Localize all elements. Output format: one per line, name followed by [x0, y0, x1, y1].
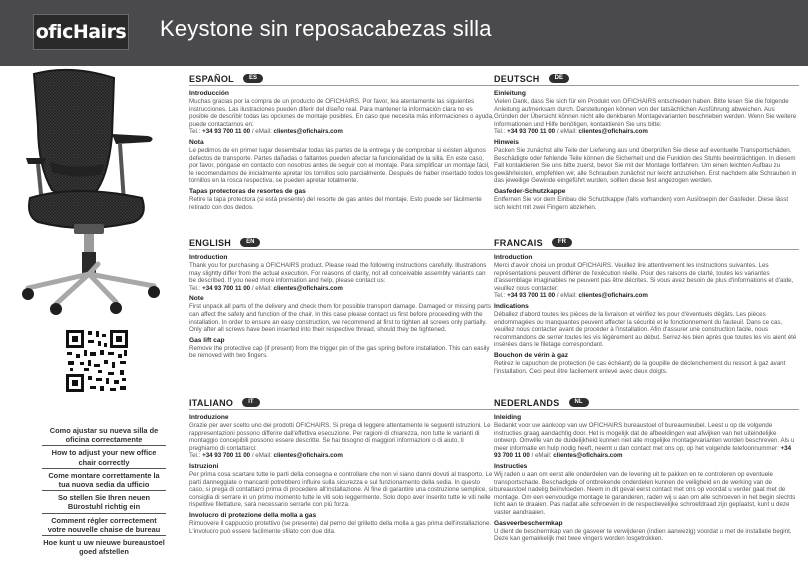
chair-illustration [16, 66, 166, 316]
phone-number[interactable]: +34 93 700 11 00 [202, 128, 251, 136]
section-title: ENGLISH [189, 237, 232, 248]
tel-label: Tel.: [189, 452, 201, 460]
gas-text: Retire la tapa protectora (si está presente) del resorte de gas antes del montaje. Esto puede ser fácilmente retirado con dos dedos. [189, 195, 482, 211]
section-heading [189, 236, 494, 250]
gas-heading: Gasveerbeschermkap [494, 519, 563, 527]
gas-heading: Bouchon de vérin à gaz [494, 351, 569, 359]
qr-code-icon[interactable] [64, 328, 130, 394]
note-heading: Nota [189, 138, 204, 146]
brand-logo: oficHairs [33, 14, 129, 50]
language-badge: DE [549, 74, 569, 83]
email-link[interactable]: clientes@ofichairs.com [578, 292, 648, 300]
gas-heading: Tapas protectoras de resortes de gas [189, 187, 306, 195]
phone-number[interactable]: +34 93 700 11 00 [202, 452, 251, 460]
note-heading: Hinweis [494, 138, 519, 146]
gas-text: Retirez le capuchon de protection (le cas échéant) de la goupille de déclenchement du ressort à gaz avant l'installation. Ceci peut être facilement enlevé avec deux doigts. [494, 359, 786, 375]
section-nl [494, 396, 799, 543]
email-label: / eMail: [556, 128, 577, 136]
email-label: / eMail: [251, 452, 272, 460]
language-badge: IT [242, 398, 259, 407]
header-bar [0, 0, 808, 66]
tel-label: Tel.: [189, 128, 201, 136]
tel-label: Tel.: [494, 128, 506, 136]
note-text: Per prima cosa scartare tutte le parti della consegna e controllare che non vi siano danni dovuti al trasporto. Le parti danneggiate o mancanti potrebbero influire sulla sicurezza e sul funzionamento della sedia. In questo caso, si prega di contattarci prima di procedere all'installazione. Al fine di garantire una costruzione semplice, si consiglia di serrare in un primo momento tutte le viti solo leggermente. Solo dopo aver inserito tutte le viti nelle rispettive filettature, sarà necessario serrarle con più forza. [189, 470, 494, 509]
intro-text: Vielen Dank, dass Sie sich für ein Produkt von OFICHAIRS entschieden haben. Bitte lesen Sie die folgende Anleitung aufmerksam durch. Darstellungen können von der tatsächlichen Ausführung abweichen. Aus Gründen der Übersicht können nicht alle denkbaren Montagevarianten beschrieben werden. Wenn Sie weitere Informationen und Hilfe benötigen, kontaktieren Sie uns bitte: Tel.: +34 93 700 11 00 / eMail: clientes@ofichairs.com [494, 98, 797, 136]
gas-text: Rimuovere il cappuccio protettivo (se presente) dal perno del grilletto della molla a gas prima dell'installazione. L'involucro può essere facilmente sfilato con due dita. [189, 519, 492, 535]
gas-text: U dient de beschermkap van de gasveer te verwijderen (indien aanwezig) voordat u met de installatie begint. Deze kan gemakkelijk met twee vingers worden losgetrokken. [494, 527, 792, 543]
note-text: Wij raden u aan om eerst alle onderdelen van de levering uit te pakken en te controleren op eventuele transportschade. Beschadigde of ontbrekende onderdelen kunnen de veiligheid en de werking van de bureaustoel nadelig beïnvloeden. Neem in dit geval eerst contact met ons op voordat u verder gaat met de montage. Om een eenvoudige montage te garanderen, raden wij u aan om alle schroeven in het begin slechts licht aan te draaien. Pas nadat alle schroeven in de respectievelijke schroefdraad zijn geplaatst, kunt u deze vaster aandraaien. [494, 470, 796, 516]
section-en [189, 236, 494, 360]
note-heading: Indications [494, 302, 529, 310]
phone-number[interactable]: +34 93 700 11 00 [507, 128, 556, 136]
gas-text: Remove the protective cap (if present) from the trigger pin of the gas spring before installation. This can easily be removed with two fingers. [189, 344, 490, 360]
section-title: NEDERLANDS [494, 397, 560, 408]
note-text: Packen Sie zunächst alle Teile der Lieferung aus und überprüfen Sie diese auf eventuelle Transportschäden. Beschädigte oder fehlende Teile können die Sicherheit und die Funktion des Stuhls beeinträchtigen. In diesem Fall kontaktieren Sie uns bitte zuerst, bevor Sie mit der Montage fortfahren. Um einen leichten Aufbau zu gewährleisten, empfehlen wir, alle Schrauben zunächst nur leicht anzuziehen. Erst nachdem alle Schrauben in das jeweilige Gewinde eingeführt wurden, sollten diese fest angezogen werden. [494, 146, 797, 185]
gas-heading: Involucro di protezione della molla a gas [189, 511, 317, 519]
section-title: FRANCAIS [494, 237, 543, 248]
adjustment-notes [42, 424, 166, 557]
note-fr[interactable]: Comment régler correctement votre nouvelle chaise de bureau [42, 513, 166, 535]
email-link[interactable]: clientes@ofichairs.com [553, 452, 623, 460]
note-heading: Note [189, 295, 204, 303]
note-text: Déballez d'abord toutes les pièces de la livraison et vérifiez les pour d'éventuels dégâts. Les pièces endommagées ou manquantes peuvent affecter la sécurité et le fonctionnement du fauteuil. Dans ce cas, veuillez nous contacter avant de procéder à l'installation. Afin d'assurer une construction facile, nous recommandons de serrer toutes les vis légèrement au début. Serrez-les bien après que toutes les vis aient été insérées dans le filetage correspondant. [494, 310, 797, 349]
note-text: First unpack all parts of the delivery and check them for possible transport damage. Damaged or missing parts can affect the safety and function of the chair. In this case please contact us first before proceeding with the installation. In order to ensure an easy construction, we recommend at first to tighten all screws only partially. Only after all screws have been inserted into their respective thread, should they be tightened. [189, 303, 491, 334]
language-badge: FR [552, 238, 572, 247]
phone-number[interactable]: +34 93 700 11 00 [202, 284, 251, 292]
note-heading: Instructies [494, 462, 528, 470]
phone-number[interactable]: +34 93 700 11 00 [507, 292, 556, 300]
tel-label: Tel.: [494, 292, 506, 300]
gas-text: Entfernen Sie vor dem Einbau die Schutzkappe (falls vorhanden) vom Auslösepin der Gasfeder. Diese lässt sich leicht mit zwei Fingern abziehen. [494, 195, 789, 211]
note-nl[interactable]: Hoe kunt u uw nieuwe bureaustoel goed afstellen [42, 535, 166, 557]
section-heading [494, 236, 799, 250]
email-label: / eMail: [556, 292, 577, 300]
email-link[interactable]: clientes@ofichairs.com [273, 284, 343, 292]
language-badge: ES [243, 74, 263, 83]
section-it [189, 396, 494, 535]
intro-heading: Introduction [494, 254, 533, 261]
intro-text: Grazie per aver scelto uno dei prodotti OFICHAIRS. Si prega di leggere attentamente le seguenti istruzioni. Le rappresentazioni possono differire dall'effettiva esecuzione. Per ragioni di chiarezza, non tutte le varianti di montaggio concepibili possono essere descritte. Se hai bisogno di maggiori informazioni o di aiuto, ti preghiamo di contattarci: Tel.: +34 93 700 11 00 / eMail: clientes@ofichairs.com [189, 422, 491, 460]
email-link[interactable]: clientes@ofichairs.com [578, 128, 648, 136]
email-link[interactable]: clientes@ofichairs.com [273, 452, 343, 460]
section-de [494, 72, 799, 211]
section-title: DEUTSCH [494, 73, 540, 84]
note-en[interactable]: How to adjust your new office chair correctly [42, 445, 166, 467]
section-es [189, 72, 494, 211]
email-link[interactable]: clientes@ofichairs.com [273, 128, 343, 136]
email-label: / eMail: [531, 452, 552, 460]
section-heading [189, 72, 494, 86]
section-heading [494, 72, 799, 86]
intro-text: Muchas gracias por la compra de un producto de OFICHAIRS. Por favor, lea atentamente las siguientes instrucciones. Las ilustraciones pueden diferir del diseño real. Para mantener la información clara no es posible de describir todas las opciones de montaje posibles. En caso que necesita más informaciones o ayuda, puede contactarnos en: Tel.: +34 93 700 11 00 / eMail: clientes@ofichairs.com [189, 98, 494, 136]
phone-number[interactable]: +34 93 700 11 00 [494, 444, 792, 460]
tel-label: Tel.: [189, 284, 201, 292]
section-fr [494, 236, 799, 375]
note-text: Le pedimos de en primer lugar desembalar todas las partes de la entrega y de comprobar si existen algunos defectos de transporte. Partes dañadas o faltantes pueden afectar la funcionalidad de la silla. En este caso, por favor, póngase en contacto con nosotros antes de seguir con el montaje. Para simplificar un montaje fácil, le recomendamos de inicialmente apretar los tornillos solo parcialmente. Después de haber insertado todos los tornillos en la rosca respectiva, se pueden apretar totalmente. [189, 146, 494, 185]
intro-text: Thank you for purchasing a OFICHAIRS product. Please read the following instructions carefully. Illustrations may slightly differ from the actual execution. For reasons of clarity, not all conceivable assembly variants can be described. If you need more information and help, please contact us: Tel.: +34 93 700 11 00 / eMail: clientes@ofichairs.com [189, 262, 487, 292]
gas-heading: Gas lift cap [189, 336, 225, 344]
intro-heading: Introducción [189, 90, 229, 97]
section-title: ESPAÑOL [189, 73, 234, 84]
section-heading [494, 396, 799, 410]
intro-heading: Introduzione [189, 414, 229, 421]
intro-heading: Einleitung [494, 90, 526, 97]
language-badge: NL [569, 398, 589, 407]
intro-text: Bedankt voor uw aankoop van uw OFICHAIRS bureaustoel of bureaumeubel. Leest u op de volgende instructies graag aandachtig door. Het is mogelijk dat de afbeeldingen wat afwijken van het uiteindelijke ontwerp. Omwille van de duidelijkheid kunnen niet alle mogelijke montagevarianten worden beschreven. Als u meer informatie en hulp nodig heeft, neemt u dan contact met ons op, op het volgende telefoonnummer: +34 93 700 11 00 / eMail: clientes@ofichairs.com [494, 422, 795, 460]
language-badge: EN [240, 238, 260, 247]
note-it[interactable]: Come montare correttamente la tua nuova sedia da ufficio [42, 468, 166, 490]
intro-text: Merci d'avoir choisi un produit OFICHAIRS. Veuillez lire attentivement les instructions suivantes. Les représentations peuvent différer de l'exécution réelle. Pour des raisons de clarté, toutes les variantes d'assemblage imaginables ne peuvent pas être décrites. Si vous avez besoin de plus d'informations et d'aide, veuillez nous contacter: Tel.: +34 93 700 11 00 / eMail: clientes@ofichairs.com [494, 262, 794, 300]
page-title: Keystone sin reposacabezas silla [160, 16, 492, 41]
section-heading [189, 396, 494, 410]
note-es[interactable]: Como ajustar su nueva silla de oficina correctamente [49, 426, 159, 445]
email-label: / eMail: [251, 128, 272, 136]
section-title: ITALIANO [189, 397, 234, 408]
gas-heading: Gasfeder-Schutzkappe [494, 187, 566, 195]
note-heading: Istruzioni [189, 462, 219, 470]
intro-heading: Inleiding [494, 414, 522, 421]
email-label: / eMail: [251, 284, 272, 292]
note-de[interactable]: So stellen Sie Ihren neuen Bürostuhl richtig ein [42, 490, 166, 512]
intro-heading: Introduction [189, 254, 228, 261]
